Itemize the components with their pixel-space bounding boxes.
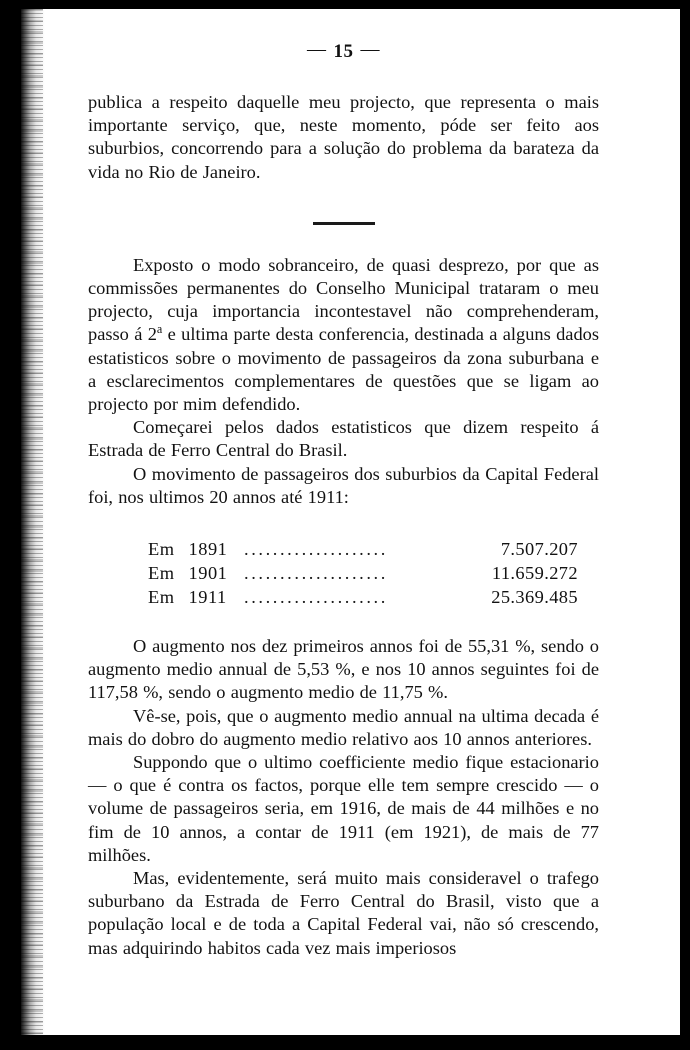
figure-label-word: Em [148, 563, 175, 584]
page-number: 15 [333, 41, 354, 62]
folio-dash-left: — [307, 39, 327, 60]
paragraph-movimento: O movimento de passageiros dos suburbios da Capital Federal foi, nos ultimos 20 annos até 1911: [88, 463, 599, 507]
paragraph-augmento: O augmento nos dez primeiros annos foi de 55,31 %, sendo o augmento medio annual de 5,53 %, e nos 10 annos seguintes foi de 117,58 %, sendo o augmento medio de 11,75 %. [88, 636, 599, 703]
figure-value: 25.369.485 [491, 587, 578, 608]
table-row [148, 561, 578, 585]
table-row [148, 537, 578, 561]
figure-value: 11.659.272 [491, 563, 578, 584]
ordinal-superscript: a [156, 322, 163, 337]
figure-label-word: Em [148, 587, 175, 608]
paragraph-suppondo: Suppondo que o ultimo coefficiente medio fique estacionario — o que é contra os factos, porque elle tem sempre crescido — o volume de passageiros seria, em 1916, de mais de 44 milhões e no fim de 10 annos, a contar de 1911 (em 1921), de mais de 77 milhões. [88, 752, 599, 865]
paragraph-exposto-part2: e ultima parte desta conferencia, destinada a alguns dados estatisticos sobre o movimento de passageiros da zona suburbana e a esclarecimentos complementares de questões que se ligam ao projecto por mim defendido. [88, 324, 599, 415]
paragraph-mas: Mas, evidentemente, será muito mais consideravel o trafego suburbano da Estrada de Ferro Central do Brasil, visto que a população local e de toda a Capital Federal vai, não só crescendo, mas adquirindo habitos cada vez mais imperiosos [88, 868, 599, 958]
folio-dash-right: — [360, 39, 380, 60]
section-divider [88, 214, 599, 224]
leader-dots: .................... [244, 563, 388, 584]
figure-label [148, 537, 244, 561]
leader-dots: .................... [244, 587, 388, 608]
paragraph-exposto [88, 254, 599, 416]
passenger-figures-table [148, 537, 578, 609]
divider-rule-icon [313, 222, 375, 225]
paragraph-continued: publica a respeito daquelle meu projecto, que representa o mais importante serviço, que, neste momento, póde ser feito aos suburbios, concorrendo para a solução do problema da barateza da vida no Rio de Janeiro. [88, 92, 599, 182]
figure-label-word: Em [148, 539, 175, 560]
paragraph-exposto-part1: Exposto o modo sobranceiro, de quasi desprezo, por que as commissões permanentes do Conselho Municipal trataram o meu projecto, cuja importancia incontestavel não comprehenderam, passo á 2 [88, 254, 599, 345]
leader-dots: .................... [244, 539, 388, 560]
figure-label [148, 561, 244, 585]
figure-year: 1901 [188, 563, 228, 584]
scan-gutter-shadow [21, 9, 47, 1035]
page-number-header [88, 39, 599, 62]
figure-year: 1891 [188, 539, 228, 560]
figure-year: 1911 [188, 587, 227, 608]
page-paper [21, 9, 680, 1035]
figure-label [148, 585, 244, 609]
paragraph-comecarei: Começarei pelos dados estatisticos que dizem respeito á Estrada de Ferro Central do Brasil. [88, 417, 599, 461]
paragraph-vese: Vê-se, pois, que o augmento medio annual na ultima decada é mais do dobro do augmento medio relativo aos 10 annos anteriores. [88, 705, 599, 749]
scan-gutter-speckle [21, 9, 43, 1035]
figure-value: 7.507.207 [500, 539, 578, 560]
page-text-column [88, 9, 599, 1035]
table-row [148, 585, 578, 609]
